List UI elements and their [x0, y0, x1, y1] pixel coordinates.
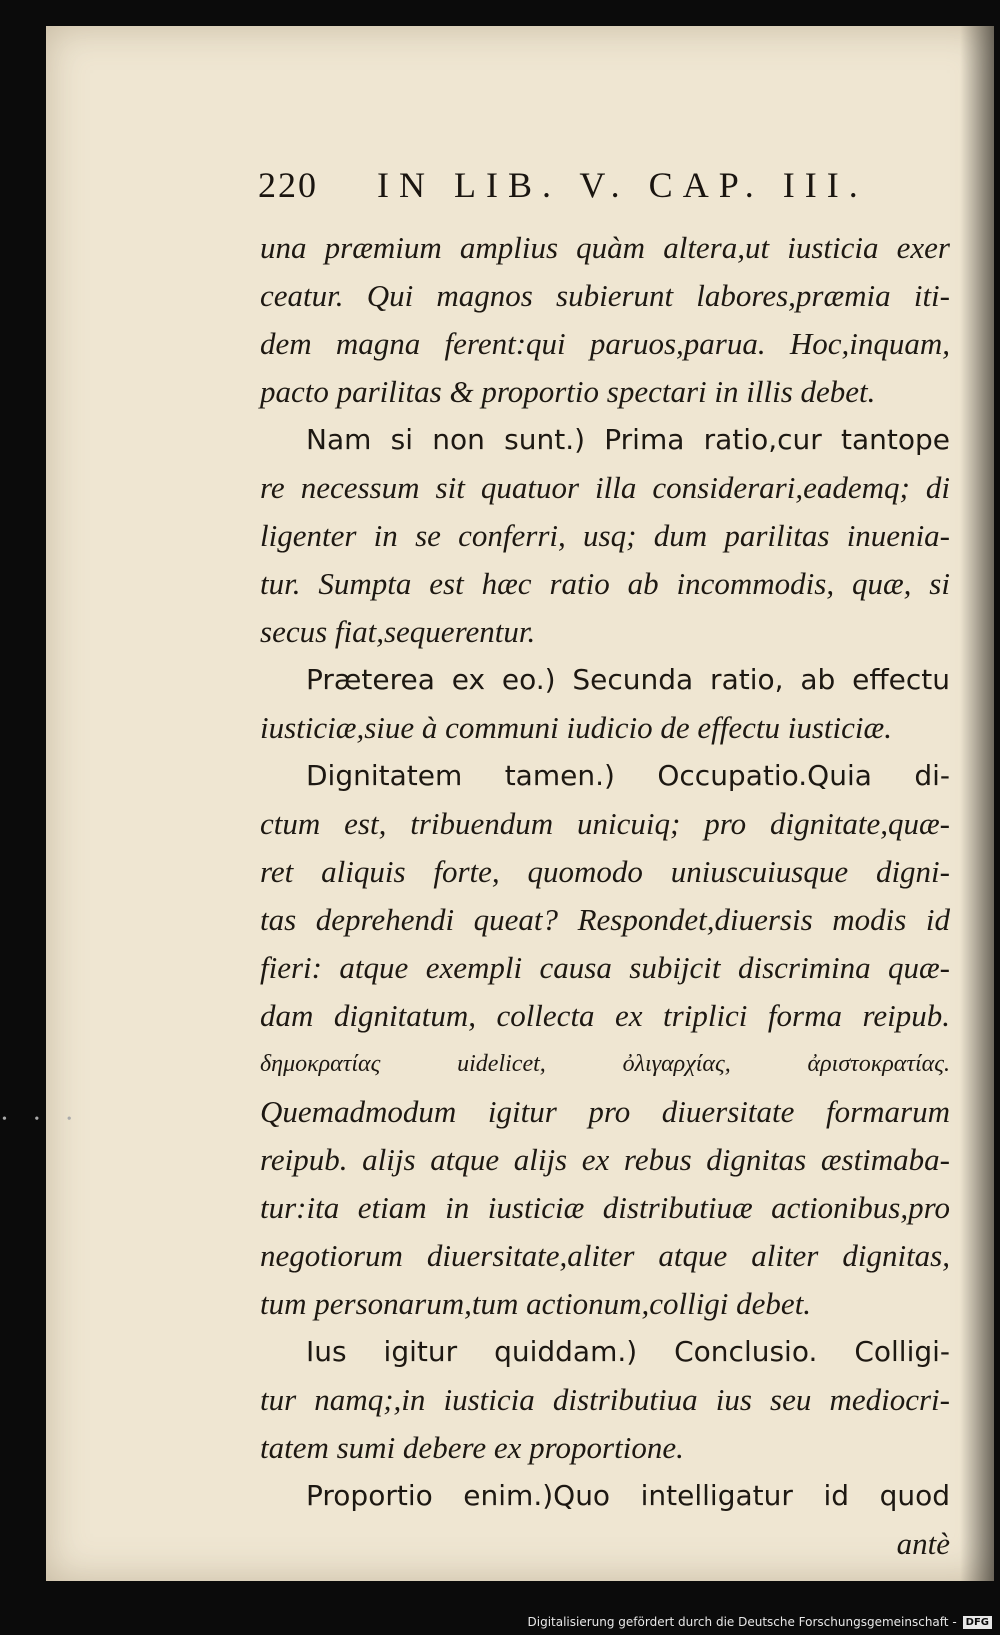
footer-text: Digitalisierung gefördert durch die Deutsche Forschungsgemeinschaft -: [527, 1615, 957, 1629]
text-line: ligenter in se conferri, usq; dum parilitas inuenia-: [260, 518, 950, 553]
text-line: ceatur. Qui magnos subierunt labores,præmia iti-: [260, 278, 950, 313]
text-line: tatem sumi debere ex proportione.: [260, 1430, 684, 1465]
lemma-line: Præterea ex eo.) Secunda ratio, ab effectu: [306, 663, 950, 696]
body-text: [260, 224, 950, 1568]
text-line: tum personarum,tum actionum,colligi debet.: [260, 1286, 812, 1321]
lemma-line: Ius igitur quiddam.) Conclusio. Colligi-: [306, 1335, 950, 1368]
margin-dots: • • •: [2, 1112, 84, 1127]
page-number: 220: [258, 165, 318, 205]
running-header: [258, 164, 948, 206]
text-line: tas deprehendi queat? Respondet,diuersis modis id: [260, 902, 950, 937]
text-line: re necessum sit quatuor illa considerari,eademq; di: [260, 470, 950, 505]
text-line: pacto parilitas & proportio spectari in illis debet.: [260, 374, 876, 409]
text-line: Quemadmodum igitur pro diuersitate formarum: [260, 1094, 950, 1129]
dfg-logo: DFG: [963, 1616, 992, 1629]
lemma-line: Nam si non sunt.) Prima ratio,cur tantope: [306, 423, 950, 456]
text-line: tur:ita etiam in iusticiæ distributiuæ actionibus,pro: [260, 1190, 950, 1225]
text-line: tur namq;,in iusticia distributiua ius seu mediocri-: [260, 1382, 950, 1417]
footer-credit: [528, 1615, 993, 1629]
text-line: tur. Sumpta est hæc ratio ab incommodis, quæ, si: [260, 566, 950, 601]
text-line: ctum est, tribuendum unicuiq; pro dignitate,quæ-: [260, 806, 950, 841]
text-line: reipub. alijs atque alijs ex rebus dignitas æstimaba-: [260, 1142, 950, 1177]
text-line: secus fiat,sequerentur.: [260, 614, 536, 649]
page-shadow-edge: [960, 26, 994, 1581]
running-title: IN LIB. V. CAP. III.: [377, 165, 868, 205]
book-page: [46, 26, 994, 1581]
text-line: iusticiæ,siue à communi iudicio de effectu iusticiæ.: [260, 710, 892, 745]
catchword: antè: [896, 1526, 950, 1561]
text-line: negotiorum diuersitate,aliter atque aliter dignitas,: [260, 1238, 950, 1273]
text-line: dem magna ferent:qui paruos,parua. Hoc,inquam,: [260, 326, 950, 361]
greek-text-line: δημοκρατίας uidelicet, ὀλιγαρχίας, ἀριστοκρατίας.: [260, 1051, 950, 1077]
text-line: fieri: atque exempli causa subijcit discrimina quæ-: [260, 950, 950, 985]
text-line: una præmium amplius quàm altera,ut iusticia exer: [260, 230, 950, 265]
lemma-line: Dignitatem tamen.) Occupatio.Quia di-: [306, 759, 950, 792]
lemma-line: Proportio enim.)Quo intelligatur id quod: [306, 1479, 950, 1512]
text-line: dam dignitatum, collecta ex triplici forma reipub.: [260, 998, 950, 1033]
text-line: ret aliquis forte, quomodo uniuscuiusque digni-: [260, 854, 950, 889]
